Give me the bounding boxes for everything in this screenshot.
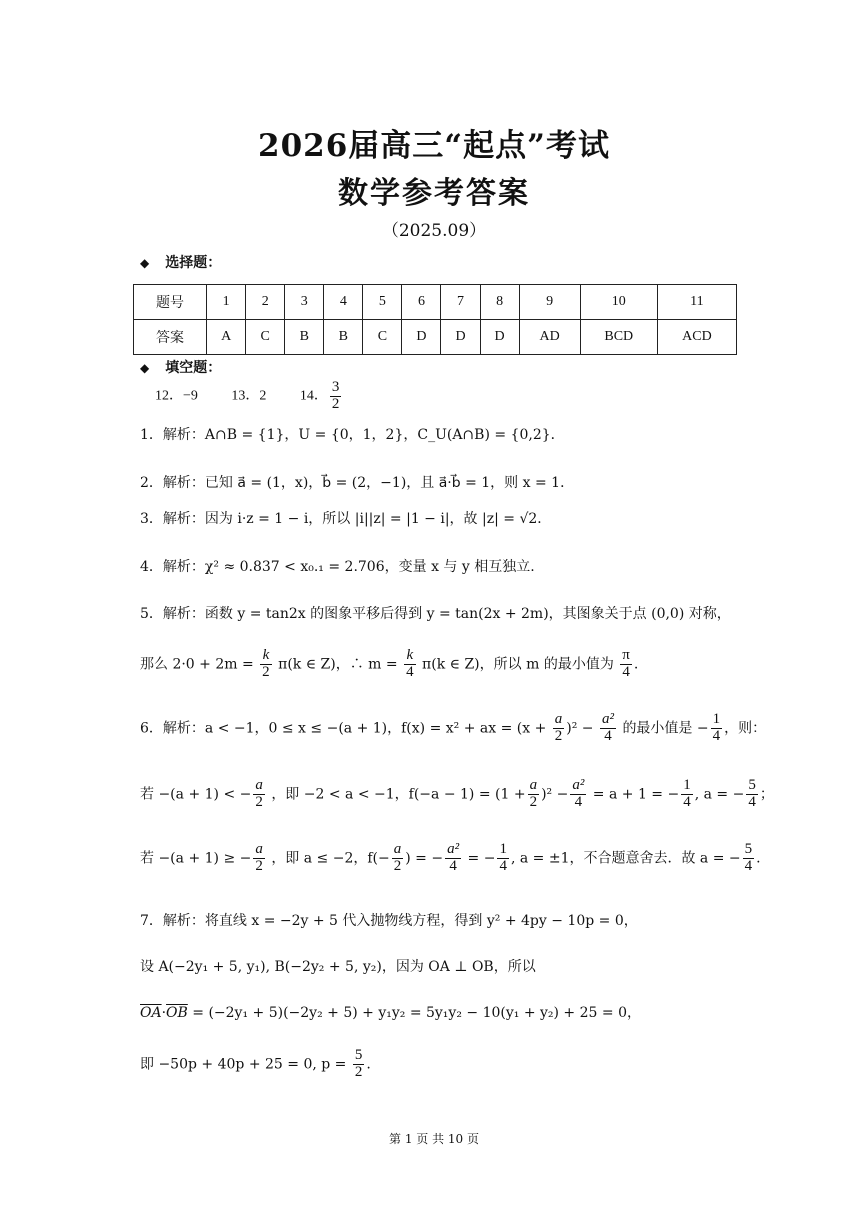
- fraction: $\frac{k}{2}$: [262, 647, 270, 680]
- table-cell: 11: [657, 285, 736, 320]
- fraction: $\frac{a}{2}$: [554, 711, 563, 744]
- section-choice: ◆ 选择题：: [140, 255, 222, 271]
- fraction: $\frac{5}{4}$: [744, 841, 753, 874]
- table-header-cell: 题号: [134, 285, 207, 320]
- fraction: $\frac{a}{2}$: [255, 841, 263, 874]
- table-cell: D: [441, 320, 480, 355]
- solution-7-line-3: $\overline{OA}\cdot\overline{OB} = (-2y_1 + 5)(-2y_2 + 5) + y_1y_2 = 5y_1y_2 - 10(y_1 + y_2) + 25 = 0$，: [140, 1005, 641, 1021]
- table-cell: C: [363, 320, 402, 355]
- solution-5-line-2: 那么 2·0 + 2m = $\frac{k}{2}$ π(k ∈ Z)，∴ m = $\frac{k}{4}$ π(k ∈ Z)，所以 m 的最小值为 $\frac{\pi}{4}$ .: [140, 647, 639, 680]
- solution-7-line-4: 即 −50p + 40p + 25 = 0, p = $\frac{5}{2}$ .: [140, 1047, 371, 1080]
- table-cell: 4: [324, 285, 363, 320]
- table-cell: D: [402, 320, 441, 355]
- fraction: $\frac{5}{2}$: [354, 1047, 363, 1080]
- solution-3: 3．解析：因为 i·z = 1 − i，所以 |i||z| = |1 − i|，故 |z| = √2．: [140, 511, 552, 527]
- table-cell: 2: [246, 285, 285, 320]
- solution-7-line-1: 7．解析：将直线 x = −2y + 5 代入抛物线方程，得到 y² + 4py − 10p = 0，: [140, 913, 638, 929]
- table-cell: ACD: [657, 320, 736, 355]
- table-cell: 6: [402, 285, 441, 320]
- answer-table: [133, 284, 737, 355]
- table-cell: A: [207, 320, 246, 355]
- table-cell: C: [246, 320, 285, 355]
- diamond-bullet-icon: ◆: [140, 256, 150, 270]
- solution-1: 1．解析：A∩B = {1}，U = {0，1，2}，C_U(A∩B) = {0,2}．: [140, 427, 565, 443]
- table-cell: 5: [363, 285, 402, 320]
- table-row: [134, 285, 737, 320]
- fraction: $\frac{a}{2}$: [255, 777, 263, 810]
- solution-7-line-2: 设 A(−2y₁ + 5, y₁), B(−2y₂ + 5, y₂)，因为 OA ⊥ OB，所以: [140, 959, 536, 975]
- exam-date: （2025.09）: [381, 221, 487, 241]
- fraction: $\frac{\text{a²}}{4}$: [447, 841, 460, 874]
- table-row: [134, 320, 737, 355]
- fraction: $\frac{a}{2}$: [529, 777, 538, 810]
- fraction: $\frac{\pi}{4}$: [622, 647, 630, 680]
- page-footer: 第 1 页 共 10 页: [389, 1132, 479, 1146]
- table-cell: BCD: [580, 320, 657, 355]
- diamond-bullet-icon: ◆: [140, 361, 150, 375]
- fraction: $\frac{a}{2}$: [393, 841, 402, 874]
- fraction: $\frac{1}{4}$: [712, 711, 721, 744]
- table-cell: 7: [441, 285, 480, 320]
- table-header-cell: 答案: [134, 320, 207, 355]
- page-subtitle: 数学参考答案: [338, 176, 530, 211]
- solution-2: 2．解析：已知 a⃗ = (1，x)，b⃗ = (2，−1)，且 a⃗·b⃗ = 1，则 x = 1．: [140, 475, 575, 491]
- solution-4: 4．解析：χ² ≈ 0.837 < x₀.₁ = 2.706，变量 x 与 y 相互独立.: [140, 559, 535, 575]
- table-cell: D: [480, 320, 519, 355]
- page-title: 2026届高三“起点”考试: [258, 128, 610, 164]
- table-cell: B: [285, 320, 324, 355]
- solution-6-line-1: 6．解析：a < −1，0 ≤ x ≤ −(a + 1)，f(x) = x² + ax = (x + $\frac{a}{2}$ )² − $\frac{\text{a²}}{4}$ 的最小值是 − $\frac{1}{4}$ ，则：: [140, 711, 767, 744]
- table-cell: 10: [580, 285, 657, 320]
- solution-6-line-3: 若 −(a + 1) ≥ − $\frac{a}{2}$ ，即 a ≤ −2，f(− $\frac{a}{2}$ ) = − $\frac{\text{a²}}{4}$ = − $\frac{1}{4}$ , a = ±1，不合题意舍去．故 a = − $\frac{5}{4}$ .: [140, 841, 761, 874]
- solution-6-line-2: 若 −(a + 1) < − $\frac{a}{2}$ ，即 −2 < a < −1，f(−a − 1) = (1 + $\frac{a}{2}$ )² − $\frac{\text{a²}}{4}$ = a + 1 = − $\frac{1}{4}$ , a = − $\frac{5}{4}$ ；: [140, 777, 774, 810]
- table-cell: B: [324, 320, 363, 355]
- table-cell: 9: [519, 285, 580, 320]
- table-cell: 8: [480, 285, 519, 320]
- fraction: $\frac{3}{2}$: [331, 379, 340, 412]
- fraction: $\frac{5}{4}$: [748, 777, 756, 810]
- section-fill: ◆ 填空题：: [140, 360, 222, 376]
- fraction: $\frac{k}{4}$: [406, 647, 414, 680]
- fraction: $\frac{\text{a²}}{4}$: [572, 777, 585, 810]
- solution-5-line-1: 5．解析：函数 y = tan2x 的图象平移后得到 y = tan(2x + 2m)，其图象关于点 (0,0) 对称，: [140, 606, 731, 622]
- table-cell: 3: [285, 285, 324, 320]
- table-cell: 1: [207, 285, 246, 320]
- fraction: $\frac{1}{4}$: [499, 841, 507, 874]
- fraction: $\frac{\text{a²}}{4}$: [601, 711, 614, 744]
- fraction: $\frac{1}{4}$: [683, 777, 691, 810]
- fill-answers: 12．−9 13．2 14． $\frac{3}{2}$: [155, 379, 340, 412]
- table-cell: AD: [519, 320, 580, 355]
